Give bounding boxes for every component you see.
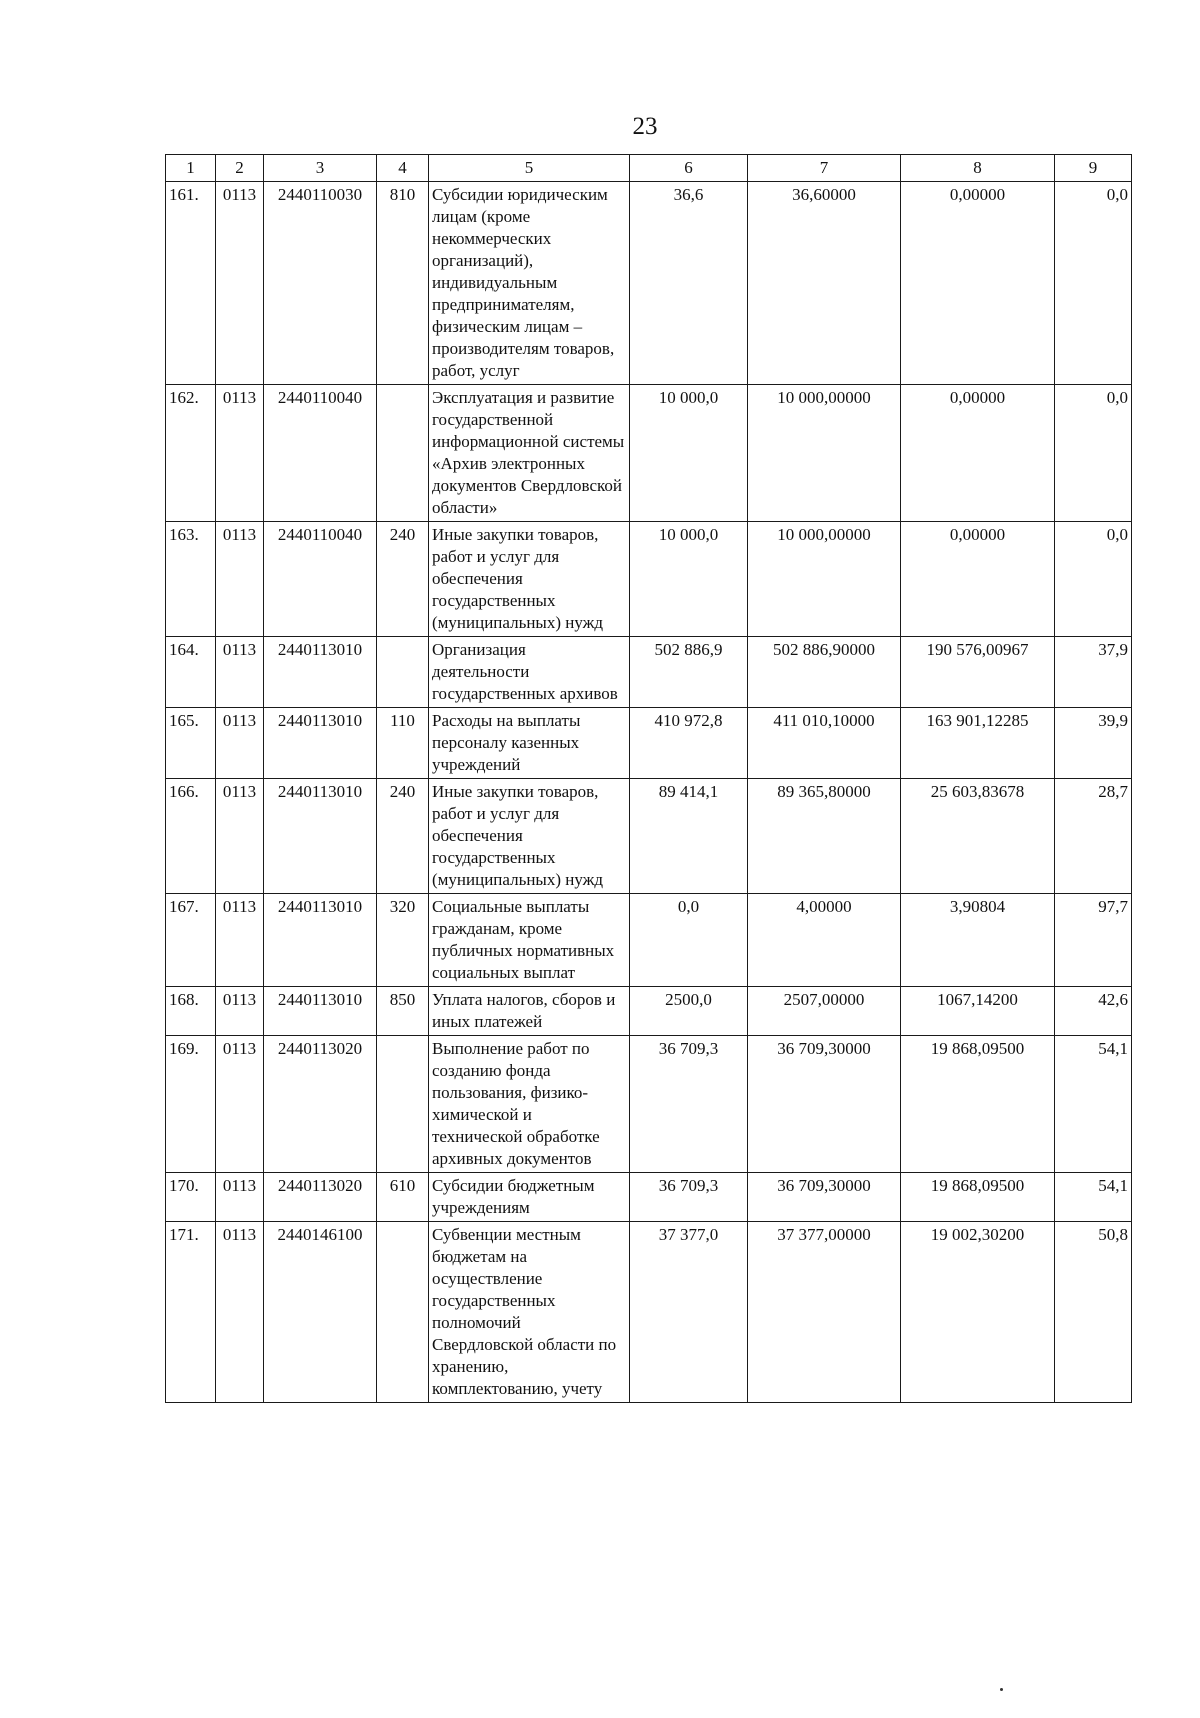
target-article-code: 2440113010 [264,894,377,987]
section-code: 0113 [216,637,264,708]
value-col-8: 163 901,12285 [901,708,1055,779]
expense-type-code [377,637,429,708]
value-col-6: 410 972,8 [630,708,748,779]
header-col-7: 7 [748,155,901,182]
table-row [166,894,1132,987]
value-col-6: 37 377,0 [630,1222,748,1403]
value-col-8: 19 868,09500 [901,1173,1055,1222]
value-col-7: 89 365,80000 [748,779,901,894]
expense-type-code: 610 [377,1173,429,1222]
row-number: 161. [166,182,216,385]
value-col-6: 502 886,9 [630,637,748,708]
value-col-7: 37 377,00000 [748,1222,901,1403]
value-col-7: 36 709,30000 [748,1173,901,1222]
value-col-8: 3,90804 [901,894,1055,987]
item-name: Субсидии бюджетным учреждениям [429,1173,630,1222]
value-col-7: 10 000,00000 [748,522,901,637]
section-code: 0113 [216,522,264,637]
target-article-code: 2440110040 [264,385,377,522]
percent-value: 0,0 [1055,385,1132,522]
value-col-7: 502 886,90000 [748,637,901,708]
row-number: 166. [166,779,216,894]
expense-type-code: 810 [377,182,429,385]
section-code: 0113 [216,894,264,987]
table-row [166,987,1132,1036]
section-code: 0113 [216,1173,264,1222]
section-code: 0113 [216,779,264,894]
row-number: 164. [166,637,216,708]
header-col-5: 5 [429,155,630,182]
percent-value: 39,9 [1055,708,1132,779]
row-number: 162. [166,385,216,522]
item-name: Эксплуатация и развитие государственной информационной системы «Архив электронных документов Свердловской области» [429,385,630,522]
value-col-6: 36 709,3 [630,1036,748,1173]
budget-table [165,154,1132,1403]
scan-speck [1000,1688,1003,1691]
percent-value: 54,1 [1055,1036,1132,1173]
row-number: 163. [166,522,216,637]
expense-type-code [377,385,429,522]
section-code: 0113 [216,385,264,522]
value-col-8: 1067,14200 [901,987,1055,1036]
value-col-8: 0,00000 [901,522,1055,637]
row-number: 171. [166,1222,216,1403]
target-article-code: 2440113020 [264,1173,377,1222]
row-number: 167. [166,894,216,987]
expense-type-code: 320 [377,894,429,987]
expense-type-code: 110 [377,708,429,779]
table-header-row [166,155,1132,182]
value-col-8: 25 603,83678 [901,779,1055,894]
header-col-1: 1 [166,155,216,182]
value-col-6: 10 000,0 [630,385,748,522]
value-col-8: 190 576,00967 [901,637,1055,708]
percent-value: 97,7 [1055,894,1132,987]
section-code: 0113 [216,1036,264,1173]
value-col-7: 4,00000 [748,894,901,987]
value-col-8: 0,00000 [901,385,1055,522]
percent-value: 54,1 [1055,1173,1132,1222]
item-name: Расходы на выплаты персоналу казенных учреждений [429,708,630,779]
target-article-code: 2440113010 [264,637,377,708]
value-col-7: 36 709,30000 [748,1036,901,1173]
item-name: Выполнение работ по созданию фонда пользования, физико-химической и технической обработке архивных документов [429,1036,630,1173]
percent-value: 37,9 [1055,637,1132,708]
value-col-8: 19 868,09500 [901,1036,1055,1173]
item-name: Иные закупки товаров, работ и услуг для обеспечения государственных (муниципальных) нужд [429,779,630,894]
section-code: 0113 [216,1222,264,1403]
row-number: 169. [166,1036,216,1173]
item-name: Иные закупки товаров, работ и услуг для обеспечения государственных (муниципальных) нужд [429,522,630,637]
table-row [166,182,1132,385]
item-name: Организация деятельности государственных архивов [429,637,630,708]
target-article-code: 2440113020 [264,1036,377,1173]
item-name: Субсидии юридическим лицам (кроме некоммерческих организаций), индивидуальным предпринимателям, физическим лицам – производителям товаров, работ, услуг [429,182,630,385]
item-name: Уплата налогов, сборов и иных платежей [429,987,630,1036]
header-col-2: 2 [216,155,264,182]
value-col-6: 10 000,0 [630,522,748,637]
table-row [166,708,1132,779]
value-col-6: 2500,0 [630,987,748,1036]
percent-value: 0,0 [1055,182,1132,385]
page-number: 23 [632,113,658,140]
section-code: 0113 [216,708,264,779]
percent-value: 28,7 [1055,779,1132,894]
row-number: 165. [166,708,216,779]
expense-type-code: 240 [377,779,429,894]
value-col-6: 89 414,1 [630,779,748,894]
table-row [166,1222,1132,1403]
value-col-8: 19 002,30200 [901,1222,1055,1403]
row-number: 170. [166,1173,216,1222]
value-col-6: 36,6 [630,182,748,385]
target-article-code: 2440113010 [264,779,377,894]
value-col-6: 0,0 [630,894,748,987]
target-article-code: 2440113010 [264,987,377,1036]
expense-type-code: 850 [377,987,429,1036]
row-number: 168. [166,987,216,1036]
header-col-3: 3 [264,155,377,182]
header-col-8: 8 [901,155,1055,182]
value-col-7: 2507,00000 [748,987,901,1036]
table-row [166,385,1132,522]
value-col-7: 411 010,10000 [748,708,901,779]
table-row [166,1173,1132,1222]
section-code: 0113 [216,182,264,385]
target-article-code: 2440113010 [264,708,377,779]
target-article-code: 2440146100 [264,1222,377,1403]
percent-value: 50,8 [1055,1222,1132,1403]
target-article-code: 2440110040 [264,522,377,637]
expense-type-code: 240 [377,522,429,637]
header-col-9: 9 [1055,155,1132,182]
table-row [166,637,1132,708]
section-code: 0113 [216,987,264,1036]
item-name: Социальные выплаты гражданам, кроме публичных нормативных социальных выплат [429,894,630,987]
value-col-7: 10 000,00000 [748,385,901,522]
value-col-7: 36,60000 [748,182,901,385]
table-row [166,522,1132,637]
expense-type-code [377,1036,429,1173]
percent-value: 42,6 [1055,987,1132,1036]
expense-type-code [377,1222,429,1403]
header-col-6: 6 [630,155,748,182]
item-name: Субвенции местным бюджетам на осуществление государственных полномочий Свердловской области по хранению, комплектованию, учету [429,1222,630,1403]
value-col-8: 0,00000 [901,182,1055,385]
percent-value: 0,0 [1055,522,1132,637]
header-col-4: 4 [377,155,429,182]
value-col-6: 36 709,3 [630,1173,748,1222]
target-article-code: 2440110030 [264,182,377,385]
table-row [166,779,1132,894]
table-row [166,1036,1132,1173]
